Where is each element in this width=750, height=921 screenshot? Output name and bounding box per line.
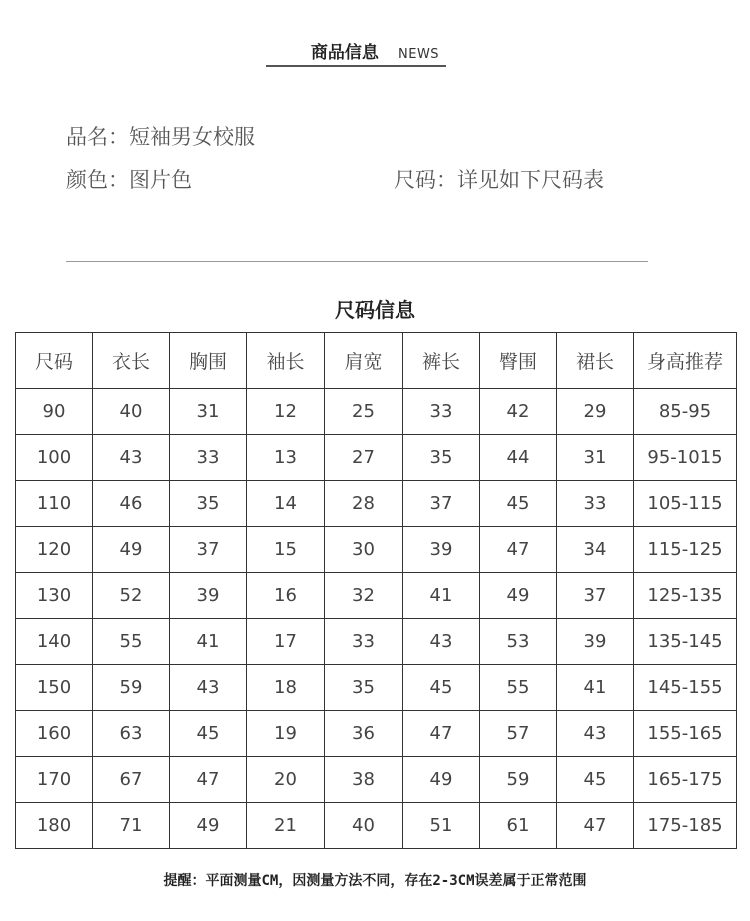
table-cell: 31 [557,435,634,481]
table-cell: 20 [247,757,325,803]
table-row [16,573,737,619]
table-cell: 45 [403,665,480,711]
table-cell: 43 [403,619,480,665]
table-cell: 180 [16,803,93,849]
table-cell: 44 [480,435,557,481]
table-cell: 51 [403,803,480,849]
table-cell: 105-115 [634,481,737,527]
table-cell: 35 [403,435,480,481]
table-cell: 25 [325,389,403,435]
table-cell: 39 [557,619,634,665]
table-cell: 165-175 [634,757,737,803]
table-cell: 47 [170,757,247,803]
table-cell: 33 [325,619,403,665]
table-row [16,435,737,481]
table-cell: 21 [247,803,325,849]
table-cell: 41 [557,665,634,711]
table-cell: 13 [247,435,325,481]
table-cell: 57 [480,711,557,757]
col-header: 裙长 [557,333,634,389]
table-cell: 27 [325,435,403,481]
product-name-row [66,121,255,151]
table-cell: 33 [170,435,247,481]
table-cell: 43 [170,665,247,711]
table-cell: 59 [480,757,557,803]
table-cell: 17 [247,619,325,665]
table-cell: 45 [170,711,247,757]
table-row [16,757,737,803]
table-cell: 49 [403,757,480,803]
table-cell: 170 [16,757,93,803]
table-cell: 120 [16,527,93,573]
table-cell: 155-165 [634,711,737,757]
table-cell: 39 [403,527,480,573]
table-header-row [16,333,737,389]
table-cell: 14 [247,481,325,527]
col-header: 肩宽 [325,333,403,389]
table-cell: 145-155 [634,665,737,711]
header-subtitle: NEWS [398,47,440,62]
table-cell: 140 [16,619,93,665]
table-row [16,619,737,665]
col-header: 袖长 [247,333,325,389]
section-divider [66,261,648,262]
col-header: 尺码 [16,333,93,389]
table-cell: 45 [480,481,557,527]
table-cell: 43 [93,435,170,481]
table-cell: 41 [403,573,480,619]
product-name-value: 短袖男女校服 [129,125,255,149]
table-cell: 85-95 [634,389,737,435]
table-cell: 110 [16,481,93,527]
table-cell: 45 [557,757,634,803]
table-cell: 40 [325,803,403,849]
table-row [16,527,737,573]
table-cell: 43 [557,711,634,757]
table-cell: 49 [93,527,170,573]
table-cell: 47 [480,527,557,573]
product-size-row [394,164,604,194]
size-table-title: 尺码信息 [335,298,415,322]
section-header [0,38,750,63]
table-cell: 31 [170,389,247,435]
table-cell: 35 [325,665,403,711]
table-cell: 49 [480,573,557,619]
table-cell: 35 [170,481,247,527]
table-cell: 37 [403,481,480,527]
col-header: 身高推荐 [634,333,737,389]
table-cell: 175-185 [634,803,737,849]
product-color-row [66,164,192,194]
table-cell: 37 [557,573,634,619]
table-cell: 55 [93,619,170,665]
measurement-note: 提醒：平面测量CM，因测量方法不同，存在2-3CM误差属于正常范围 [163,873,587,889]
table-cell: 32 [325,573,403,619]
table-cell: 71 [93,803,170,849]
table-cell: 46 [93,481,170,527]
table-cell: 47 [403,711,480,757]
table-cell: 135-145 [634,619,737,665]
table-cell: 55 [480,665,557,711]
table-cell: 28 [325,481,403,527]
header-underline [266,65,446,67]
table-cell: 19 [247,711,325,757]
table-cell: 41 [170,619,247,665]
product-name-label: 品名： [66,125,129,149]
table-cell: 49 [170,803,247,849]
table-cell: 12 [247,389,325,435]
table-cell: 37 [170,527,247,573]
table-cell: 33 [403,389,480,435]
col-header: 臀围 [480,333,557,389]
table-cell: 52 [93,573,170,619]
table-cell: 95-1015 [634,435,737,481]
col-header: 胸围 [170,333,247,389]
table-cell: 36 [325,711,403,757]
table-cell: 34 [557,527,634,573]
table-cell: 150 [16,665,93,711]
table-cell: 29 [557,389,634,435]
product-size-value: 详见如下尺码表 [457,168,604,192]
table-cell: 67 [93,757,170,803]
table-row [16,389,737,435]
table-cell: 38 [325,757,403,803]
table-row [16,481,737,527]
table-cell: 33 [557,481,634,527]
table-cell: 30 [325,527,403,573]
table-cell: 40 [93,389,170,435]
product-color-value: 图片色 [129,168,192,192]
table-cell: 18 [247,665,325,711]
table-cell: 115-125 [634,527,737,573]
table-row [16,665,737,711]
table-cell: 61 [480,803,557,849]
table-row [16,711,737,757]
table-cell: 39 [170,573,247,619]
table-cell: 42 [480,389,557,435]
col-header: 裤长 [403,333,480,389]
table-cell: 160 [16,711,93,757]
col-header: 衣长 [93,333,170,389]
header-title: 商品信息 [310,43,379,63]
product-size-label: 尺码： [394,168,457,192]
table-row [16,803,737,849]
size-table [15,332,737,849]
table-cell: 47 [557,803,634,849]
table-cell: 100 [16,435,93,481]
table-cell: 16 [247,573,325,619]
table-cell: 63 [93,711,170,757]
table-cell: 15 [247,527,325,573]
table-cell: 53 [480,619,557,665]
table-cell: 59 [93,665,170,711]
table-cell: 90 [16,389,93,435]
table-cell: 125-135 [634,573,737,619]
table-cell: 130 [16,573,93,619]
product-color-label: 颜色： [66,168,129,192]
